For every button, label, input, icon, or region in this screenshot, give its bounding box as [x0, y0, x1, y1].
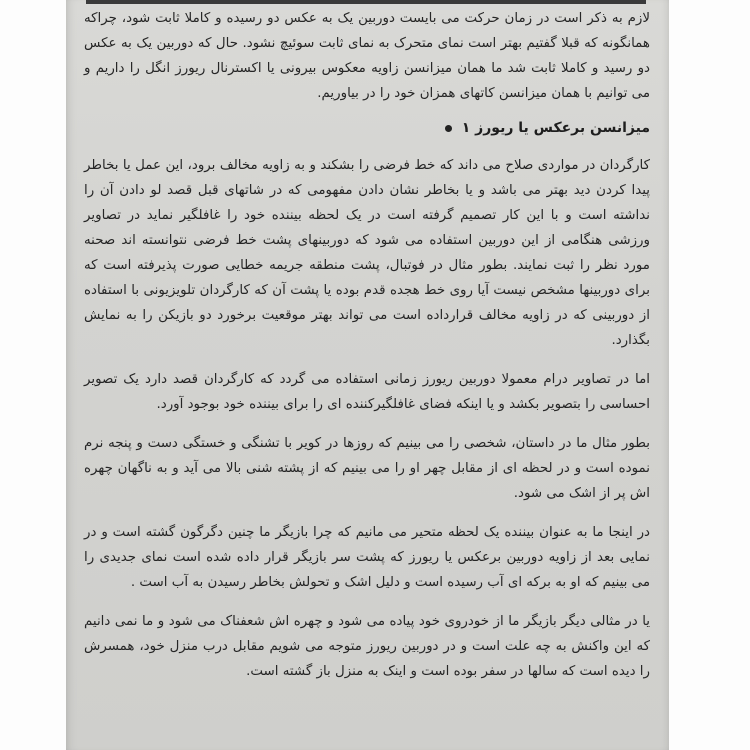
paragraph-intro: لازم به ذکر است در زمان حرکت می بایست دوربین یک به عکس دو رسیده و کاملا ثابت شود، چراکه همانگونه که قبلا گفتیم بهتر است نمای متحرک به نمای ثابت سوئیچ نشود. حال که دوربین یک به عکس دو رسید و کاملا ثابت شد ما همان میزانسن زاویه معکوس بیرونی یا اکسترنال ریورز انگل را داریم و می توانیم با همان میزانسن کاتهای همزان خود را در بیاوریم. [84, 11, 650, 101]
paragraph-4: در اینجا ما به عنوان بیننده یک لحظه متحیر می مانیم که چرا بازیگر ما چنین دگرگون گشته است و در نمایی بعد از زاویه دوربین برعکس یا ریورز که پشت سر بازیگر قرار داده شده است نمای جدیدی را می بینیم که او به برکه ای آب رسیده است و دلیل اشک و تحولش بخاطر رسیدن به آب است . [84, 525, 650, 590]
heading-text: میزانسن برعکس یا ریورز ۱ [461, 120, 650, 136]
bullet-icon [445, 125, 452, 132]
page-text [84, 6, 650, 684]
paragraph-1: کارگردان در مواردی صلاح می داند که خط فرضی را بشکند و به زاویه مخالف برود، این عمل یا بخاطر پیدا کردن دید بهتر می باشد و یا بخاطر نشان دادن مفهومی که در شاتهای قبل قصد لو دادن آن را نداشته است و با این کار تصمیم گرفته است در یک لحظه بیننده خود را غافلگیر نماید در تصاویر ورزشی هنگامی از این دوربین استفاده می شود که دوربینهای پشت خط فرضی نتوانسته اند صحنه مورد نظر را ثبت نمایند. بطور مثال در فوتبال، پشت منطقه جریمه خطایی صورت پذیرفته است که برای دوربینها مشخص نیست آیا روی خط هجده قدم بوده یا پشت آن که کارگردان تلویزیونی با استفاده از دوربینی که در زاویه مخالف قرارداده است می تواند بهتر موقعیت برخورد دو بازیکن را به نمایش بگذارد. [84, 158, 650, 348]
paragraph-5: یا در مثالی دیگر بازیگر ما از خودروی خود پیاده می شود و چهره اش شعفناک می شود و ما نمی دانیم که این واکنش به چه علت است و در دوربین ریورز متوجه می شویم مقابل درب منزل خود، همسرش را دیده است که سالها در سفر بوده است و اینک به منزل باز گشته است. [84, 614, 650, 679]
paragraph-3: بطور مثال ما در داستان، شخصی را می بینیم که روزها در کویر با تشنگی و خستگی دست و پنجه نرم نموده است و در لحظه ای از مقابل چهر او را می بینیم که از پشته شنی بالا می آید و به ناگهان چهره اش پر از اشک می شود. [84, 436, 650, 501]
top-rule-line [86, 0, 646, 4]
paragraph-2: اما در تصاویر درام معمولا دوربین ریورز زمانی استفاده می گردد که کارگردان قصد دارد یک تصویر احساسی را بتصویر بکشد و یا اینکه فضای غافلگیرکننده ای را برای بیننده خود بوجود آورد. [84, 372, 650, 412]
section-heading [84, 116, 650, 141]
